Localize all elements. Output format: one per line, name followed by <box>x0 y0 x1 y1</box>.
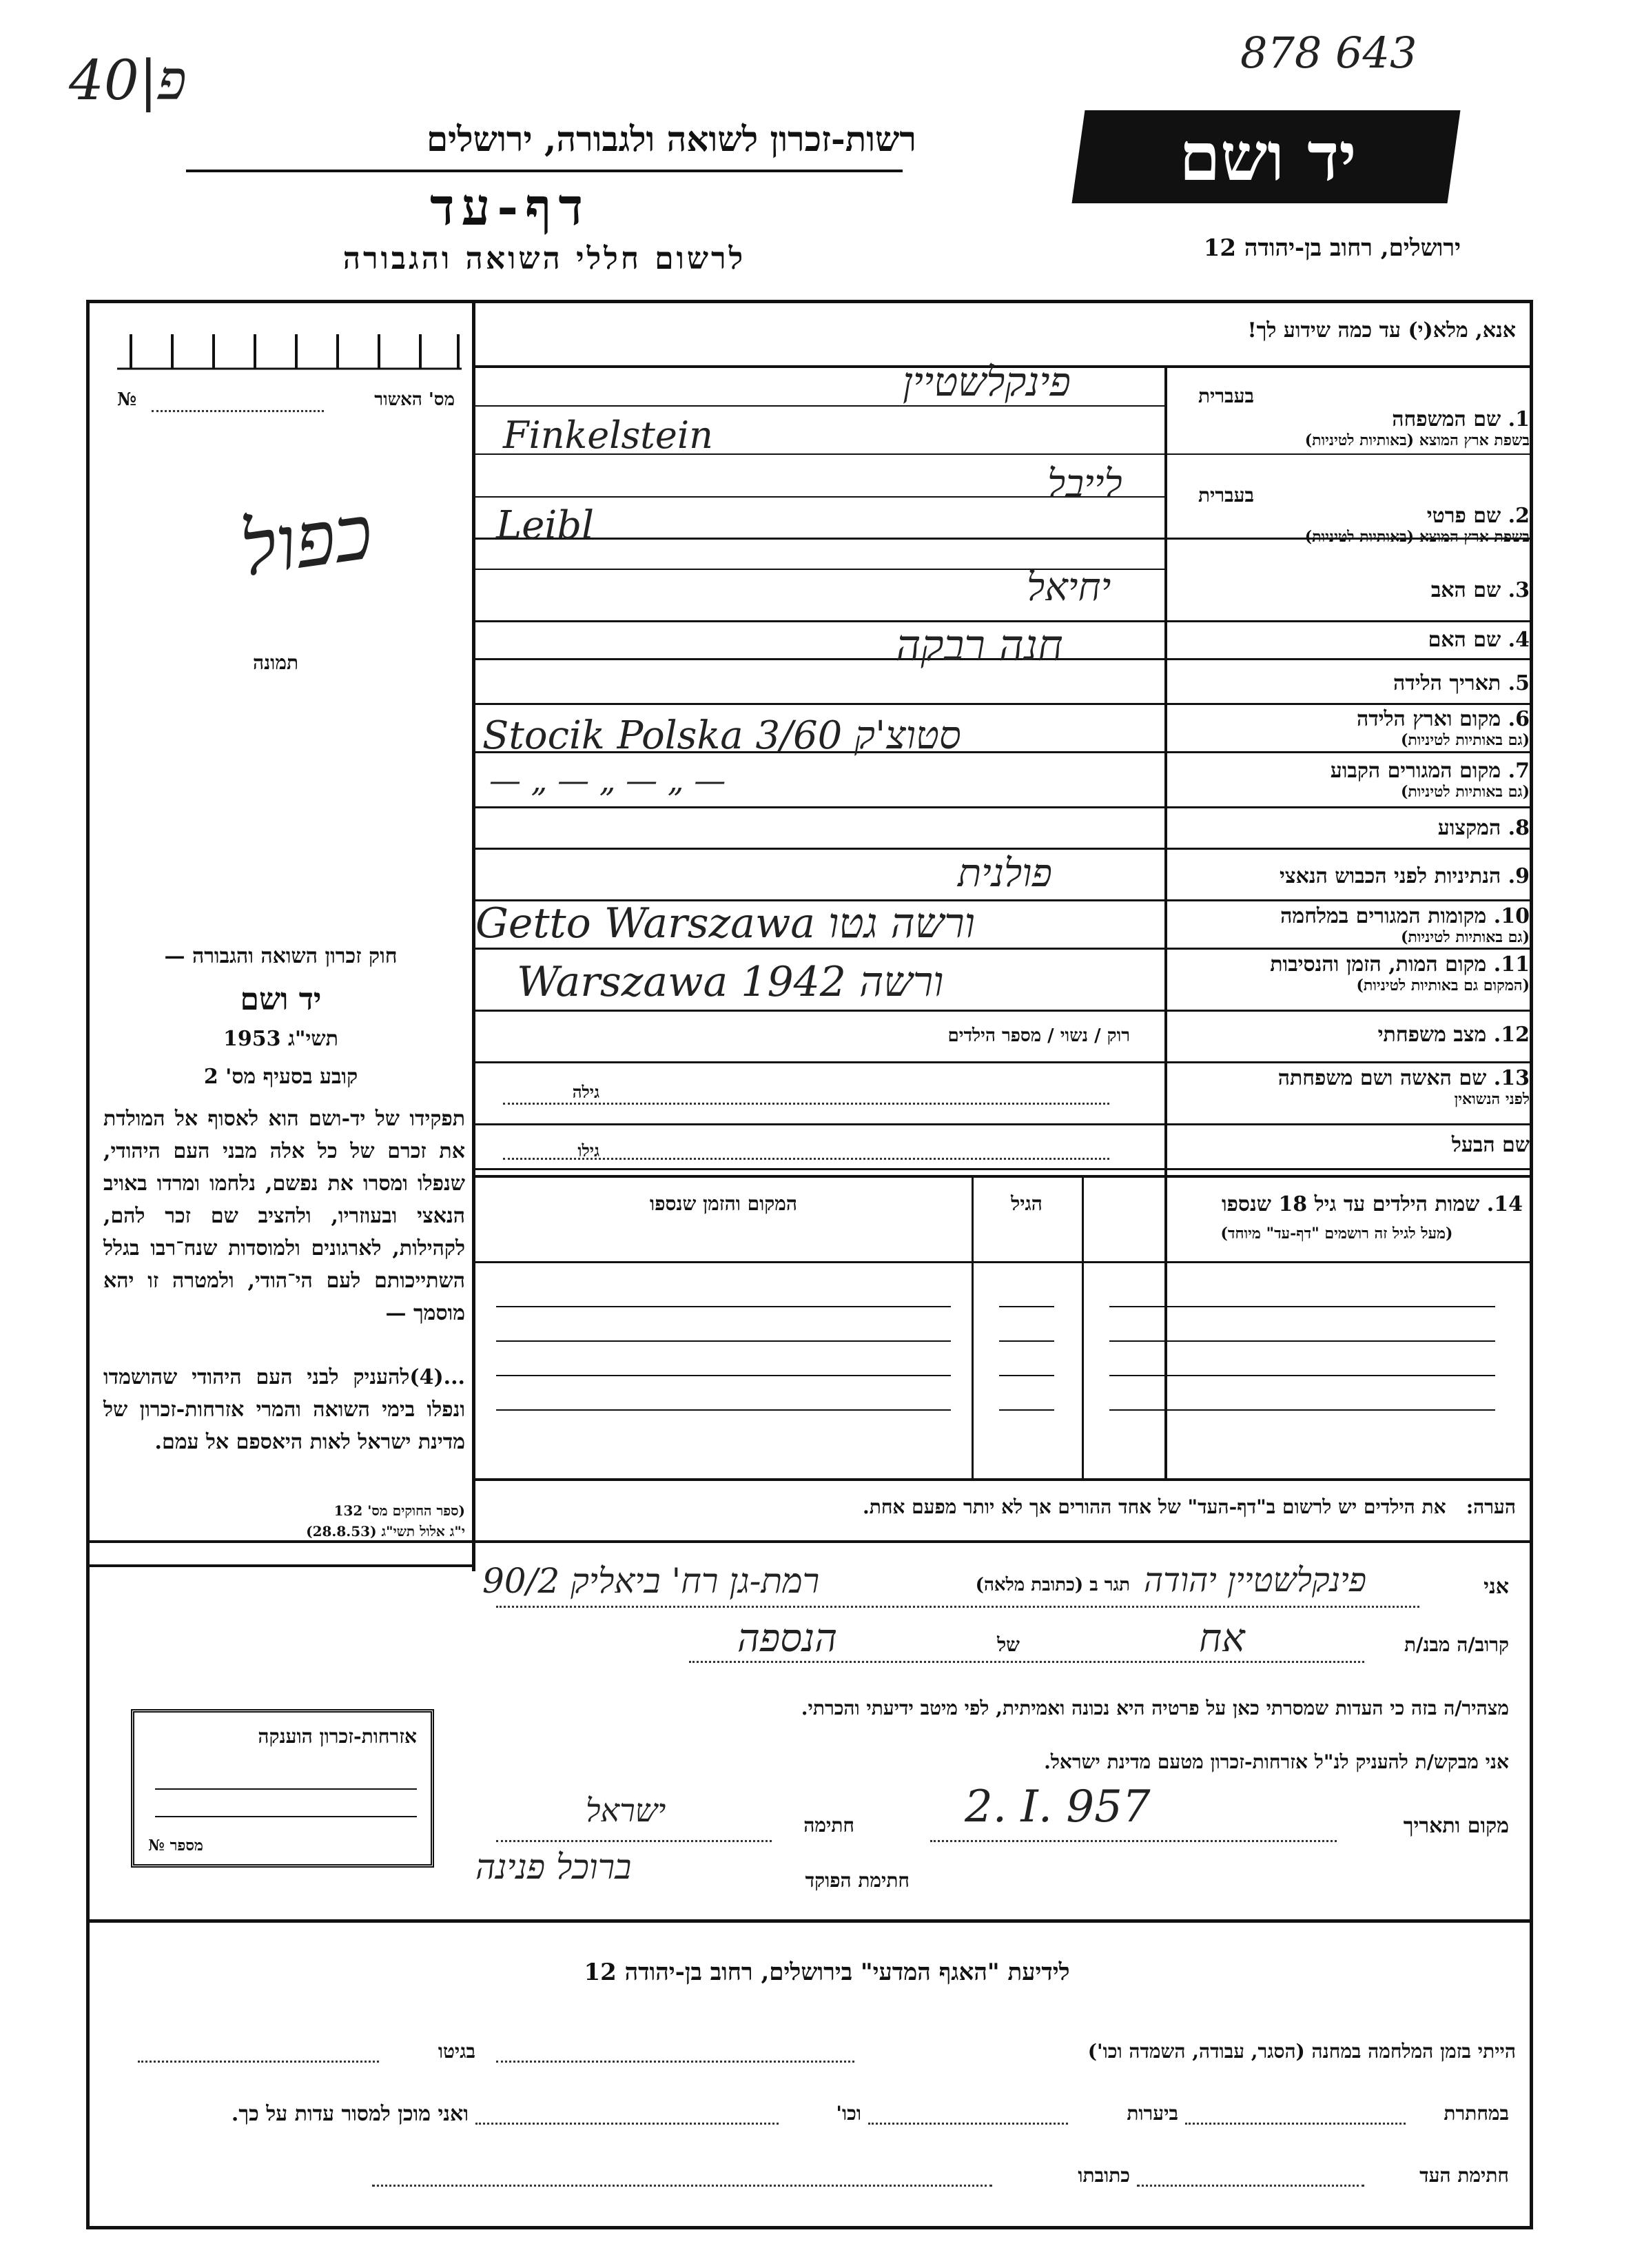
citizenship-stamp-box <box>131 1709 434 1868</box>
signature-label: חתימה <box>803 1814 854 1837</box>
footer-line2b: ביערות <box>1127 2102 1178 2125</box>
form-subtitle: לרשום חללי השואה והגבורה <box>342 241 746 276</box>
photo-label: תמונה <box>252 651 299 674</box>
of-value: הנספה <box>737 1616 838 1661</box>
authority-name: רשות-זכרון לשואה ולגבורה, ירושלים <box>426 119 916 159</box>
stamp-number-label: מספר № <box>148 1837 203 1855</box>
decl-i-label: אני <box>1483 1575 1509 1599</box>
approval-no: № <box>117 389 137 410</box>
mother-name: חנה רבקה <box>896 620 1063 671</box>
field-5-label: 5. תאריך הלידה <box>1393 671 1530 695</box>
form-intro: אנא, מלא(י) עד כמה שידוע לך! <box>1247 318 1516 343</box>
field-10-label: 10. מקומות המגורים במלחמה (גם באותיות לטיניות) <box>1280 904 1530 946</box>
fields-table <box>475 358 1530 1172</box>
field-7-label: 7. מקום המגורים הקבוע (גם באותיות לטיניות) <box>1330 759 1530 801</box>
decl-statement-1: מצהיר/ה בזה כי העדות שמסרתי כאן על פרטיה היא נכונה ואמיתית, לפי מיטב ידיעתי והכרתי. <box>801 1697 1509 1719</box>
footer-line2d: ואני מוכן למסור עדות על כך. <box>231 2102 469 2126</box>
footer-line2a: במחתרת <box>1444 2102 1509 2125</box>
approval-label: מס' האשור <box>374 389 455 410</box>
footer-line1b: בגיטו <box>438 2040 475 2063</box>
law-name: יד ושם <box>240 982 322 1017</box>
place-date-value: 2. I. 957 <box>965 1781 1151 1832</box>
decl-statement-2: אני מבקש/ת להעניק לנ"ל אזרחות-זכרון מטעם מדינת ישראל. <box>1044 1750 1509 1773</box>
barcode-ticks <box>117 331 469 372</box>
officer-signature: ברוכל פנינה <box>475 1847 632 1887</box>
margin-note: 40|פ <box>69 48 187 112</box>
family-name-latin: Finkelstein <box>503 413 713 457</box>
husband-age-label: גילו <box>577 1141 599 1161</box>
note-line: הערה: את הילדים יש לרשום ב"דף-העד" של אחד ההורים אך לא יותר מפעם אחת. <box>863 1495 1516 1518</box>
relation-value: אח <box>1199 1616 1245 1661</box>
children-table <box>475 1175 1530 1478</box>
field-1-label: 1. שם המשפחה בשפת ארץ המוצא (באותיות לטיניות) <box>1304 407 1530 449</box>
law-section: קובע בסעיף מס' 2 <box>203 1065 358 1089</box>
law-text: תפקידו של יד-ושם הוא לאסוף אל המולדת את זכרם של כל אלה מבני העם היהודי, שנפלו ומסרו את נפשם, נלחמו ומרדו באויב הנאצי ובעוזריו, ולהציב שם זכר להם, לקהילות, לארגונים ולמוסדות שנח־רבו בגלל השתייכותם לעם הי־הודי, ולמטרה זו יהא מוסמך — <box>103 1107 465 1325</box>
declarant-address: רמת-גן רח' ביאליק 90/2 <box>482 1561 820 1601</box>
law-text-2: ...(4)להעניק לבני העם היהודי שהושמדו ונפלו בימי השואה והמרי אזרחות-זכרון של מדינת ישראל לאות היאספם אל עמם. <box>103 1365 465 1454</box>
gazette-1: (ספר החוקים מס' 132 <box>333 1502 465 1519</box>
husband-label: שם הבעל <box>1451 1133 1530 1157</box>
footer-line1a: הייתי בזמן המלחמה במחנה (הסגר, עבודה, השמדה וכו') <box>1087 2040 1516 2063</box>
place-date-label: מקום ותאריך <box>1403 1814 1509 1838</box>
decl-of-label: של <box>997 1633 1020 1656</box>
footer-title: לידיעת "האגף המדעי" בירושלים, רחוב בן-יהודה 12 <box>584 1959 1070 1986</box>
signature-value: ישראל <box>586 1792 666 1829</box>
law-year: תשי"ג 1953 <box>223 1027 338 1051</box>
field-4-label: 4. שם האם <box>1428 628 1530 652</box>
field-2-hebrew-tag: בעברית <box>1198 484 1254 507</box>
footer-line2c: וכו' <box>836 2102 861 2125</box>
field-11-label: 11. מקום המות, הזמן והנסיבות (המקום גם באותיות לטיניות) <box>1270 952 1530 994</box>
birth-place: Stocik Polska סטוצ'ק 3/60 <box>482 713 961 758</box>
field-1-hebrew-tag: בעברית <box>1198 385 1254 407</box>
field-9-label: 9. הנתיניות לפני הכבוש הנאצי <box>1279 864 1530 888</box>
declarant-name: פינקלשטיין יהודה <box>1144 1561 1367 1600</box>
footer-line3b: כתובתו <box>1078 2164 1130 2187</box>
stamp-title: אזרחות-זכרון הוענקה <box>258 1725 417 1748</box>
field-8-label: 8. המקצוע <box>1437 816 1530 840</box>
death-place: Warszawa 1942 ורשה <box>517 958 944 1006</box>
citizenship: פולנית <box>958 851 1052 896</box>
field-12-label: 12. מצב משפחתי <box>1377 1023 1530 1047</box>
form-title: דף-עד <box>429 178 590 237</box>
field-6-label: 6. מקום וארץ הלידה (גם באותיות לטיניות) <box>1356 707 1530 749</box>
field-3-label: 3. שם האב <box>1430 578 1530 602</box>
law-title: חוק זכרון השואה והגבורה — <box>164 944 398 968</box>
archive-number: 878 643 <box>1240 28 1417 78</box>
residence: — „ — „ — „ — <box>489 762 726 799</box>
field-13-label: 13. שם האשה ושם משפחתה לפני הנשואין <box>1277 1066 1530 1108</box>
first-name-hebrew: לייבל <box>1047 462 1122 507</box>
decl-relation-label: קרוב/ה מבנ/ת <box>1404 1633 1509 1656</box>
wife-age-label: גילה <box>572 1082 599 1102</box>
photo-note: כפול <box>235 487 378 593</box>
decl-residing-label: תגר ב (כתובת מלאה) <box>975 1575 1130 1595</box>
address: ירושלים, רחוב בן-יהודה 12 <box>1203 234 1461 262</box>
first-name-latin: Leibl <box>496 503 594 548</box>
field-2-label: 2. שם פרטי בשפת ארץ המוצא (באותיות לטיניות) <box>1304 504 1530 546</box>
family-status-options: רוק / נשוי / מספר הילדים <box>947 1025 1130 1046</box>
wartime-residence: Getto Warszawa ורשה גטו <box>475 899 976 948</box>
family-name-hebrew: פינקלשטיין <box>903 358 1071 405</box>
gazette-2: י"ג אלול תשי"ג (28.8.53) <box>306 1523 465 1540</box>
children-title: 14. שמות הילדים עד גיל 18 שנספו <box>1221 1192 1523 1216</box>
children-age-header: הגיל <box>1011 1192 1043 1215</box>
children-subtitle: (מעל לגיל זה רושמים "דף-עד" מיוחד) <box>1220 1225 1453 1243</box>
footer-line3a: חתימת העד <box>1419 2164 1509 2187</box>
children-place-header: המקום והזמן שנספו <box>650 1192 797 1215</box>
logo-text: יד ושם <box>1179 118 1357 196</box>
officer-label: חתימת הפוקד <box>805 1869 910 1892</box>
father-name: יחיאל <box>1027 565 1111 610</box>
